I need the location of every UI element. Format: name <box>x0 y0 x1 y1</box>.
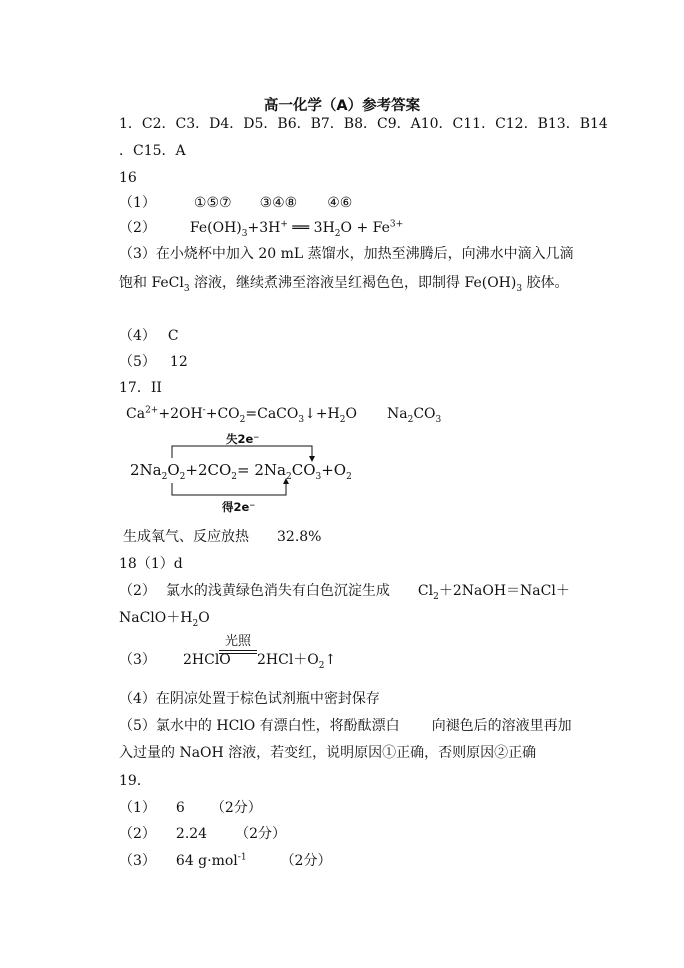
q19-row-2: （2） 2.24 （2分） <box>119 826 287 842</box>
lose-electrons-label: 失2e⁻ <box>226 432 260 446</box>
gain-electrons-label: 得2e⁻ <box>222 500 256 514</box>
question-19-number: 19． <box>119 773 151 789</box>
q18-part4: （4）在阴凉处置于棕色试剂瓶中密封保存 <box>119 691 380 707</box>
q18-part1: 18（1）d <box>119 556 183 572</box>
q16-part3-line2: 饱和 FeCl$_3$ 溶液，继续煮沸至溶液呈红褐色色，即制得 $Fe(OH)_3$ 胶体。 <box>119 275 569 294</box>
answers-1-14: 1．C2．C3．D4．D5．B6．B7．B8．C9．A10．C11．C12．B13．B14 <box>119 116 608 132</box>
q16-part1: （1） ①⑤⑦ ③④⑧ ④⑥ <box>119 195 353 211</box>
q17-conclusion: 生成氧气、反应放热 32.8% <box>123 529 322 545</box>
q18-part3-label: （3） <box>119 652 156 668</box>
q19-row-1: （1） 6 （2分） <box>119 800 262 816</box>
q16-part4: （4） C <box>119 328 179 344</box>
q18-part3-lhs: 2HClO <box>183 652 231 668</box>
q18-part3-rhs: $2HCl+O_2↑$ <box>257 652 337 671</box>
q18-part2-line1: （2） 氯水的浅黄绿色消失有白色沉淀生成 $Cl_2+2NaOH=NaCl+$ <box>119 583 570 602</box>
equilibrium-equals-sign <box>219 650 257 654</box>
q17-equation-1: $Ca^{2+}+2OH^-+CO_2=CaCO_3↓+H_2O$ $Na_2CO_3$ <box>126 405 442 425</box>
q18-part2-line2: $NaClO+H_2O$ <box>119 610 210 629</box>
light-condition <box>219 635 257 654</box>
light-condition-label: 光照 <box>224 634 251 649</box>
question-17-number: 17．II <box>119 380 162 396</box>
q19-row-3: （3） 64 g·mol$^{-1}$ （2分） <box>119 852 332 869</box>
electron-transfer-diagram <box>130 431 360 514</box>
q18-part5-line1: （5）氯水中的 HClO 有漂白性，将酚酞漂白 向褪色后的溶液里再加 <box>119 718 572 734</box>
q16-part2: （2） $Fe(OH)_3+3H^+$ ══ $3H_2O + Fe^{3+}$ <box>119 219 404 239</box>
q16-part3-line1: （3）在小烧杯中加入 20 mL 蒸馏水，加热至沸腾后，向沸水中滴入几滴 <box>119 246 574 262</box>
redox-equation: $2Na_2O_2+2CO_2= 2Na_2CO_3+O_2$ <box>130 461 352 482</box>
page-title: 高一化学（A）参考答案 <box>263 98 421 114</box>
answers-14-15: ．C15．A <box>119 143 186 159</box>
question-16-number: 16 <box>119 170 137 186</box>
q16-part5: （5） 12 <box>119 354 188 370</box>
q18-part5-line2: 入过量的 NaOH 溶液，若变红，说明原因①正确，否则原因②正确 <box>119 745 537 761</box>
